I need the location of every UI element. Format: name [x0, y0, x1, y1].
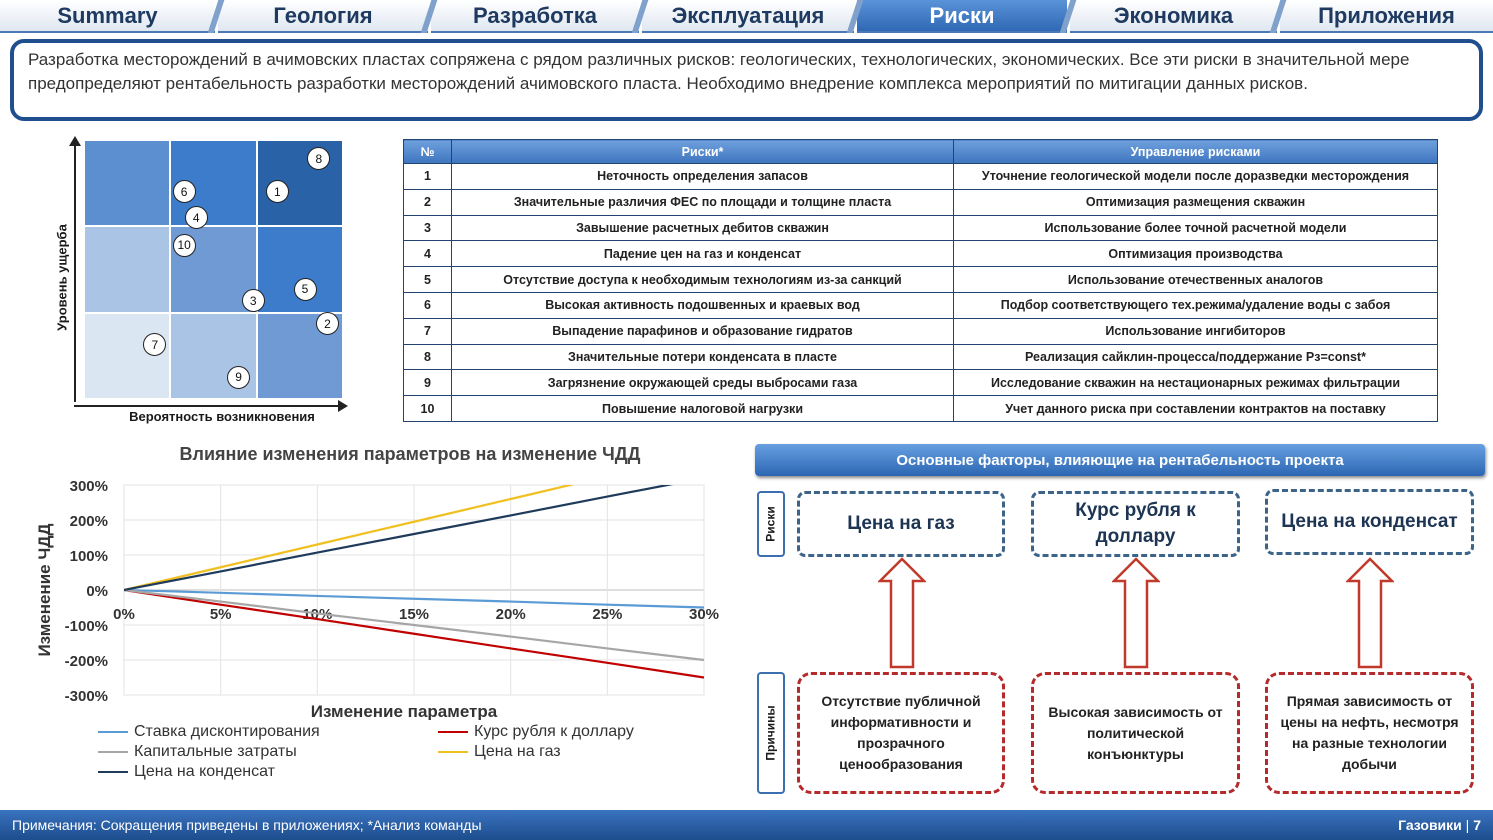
legend-swatch — [438, 731, 468, 734]
legend-item — [98, 763, 275, 781]
row-management: Исследование скважин на нестационарных режимах фильтрации — [954, 370, 1438, 396]
tab-label: Разработка — [473, 2, 597, 28]
footer-brand: Газовики — [1398, 817, 1462, 833]
table-row — [404, 370, 1438, 396]
factors-header: Основные факторы, влияющие на рентабельность проекта — [755, 444, 1485, 476]
row-number: 4 — [404, 241, 452, 267]
row-risk: Неточность определения запасов — [452, 164, 954, 190]
tab-appendix[interactable] — [1280, 0, 1493, 33]
row-management: Реализация сайклин-процесса/поддержание Pз=const* — [954, 344, 1438, 370]
row-management: Использование отечественных аналогов — [954, 267, 1438, 293]
y-tick-label: 0% — [86, 583, 108, 600]
cause-gas-price — [797, 672, 1005, 794]
table-body — [404, 164, 1438, 422]
risk-marker: 5 — [294, 278, 317, 301]
legend-swatch — [98, 731, 128, 734]
risks-label-text: Риски — [764, 506, 778, 542]
x-tick-label: 5% — [209, 606, 232, 623]
row-management: Подбор соответствующего тех.режима/удаление воды с забоя — [954, 292, 1438, 318]
risk-marker: 6 — [173, 180, 196, 203]
table-header-row — [404, 140, 1438, 164]
matrix-cell — [84, 140, 170, 226]
y-tick-label: 300% — [69, 478, 108, 495]
cause-condensate-price — [1265, 672, 1474, 794]
row-management: Оптимизация производства — [954, 241, 1438, 267]
tab-operation[interactable] — [642, 0, 854, 33]
arrow-up-icon — [1112, 557, 1160, 669]
row-number: 3 — [404, 215, 452, 241]
arrow-up-icon — [69, 136, 81, 146]
matrix-x-label: Вероятность возникновения — [129, 409, 315, 424]
row-risk: Значительные различия ФЕС по площади и толщине пласта — [452, 189, 954, 215]
risks-side-label — [757, 491, 785, 557]
tab-summary[interactable] — [0, 0, 215, 33]
y-tick-label: -300% — [64, 688, 108, 705]
row-management: Использование ингибиторов — [954, 318, 1438, 344]
row-management: Уточнение геологической модели после доразведки месторождения — [954, 164, 1438, 190]
footer — [0, 810, 1493, 840]
row-management: Учет данного риска при составлении контрактов на поставку — [954, 396, 1438, 422]
legend-item — [98, 723, 320, 741]
row-number: 7 — [404, 318, 452, 344]
x-tick-label: 10% — [302, 606, 333, 623]
risk-marker: 2 — [316, 312, 339, 335]
x-tick-label: 25% — [592, 606, 623, 623]
matrix-cell — [84, 226, 170, 312]
x-tick-label: 20% — [495, 606, 526, 623]
risk-marker: 10 — [173, 234, 196, 257]
row-management: Использование более точной расчетной модели — [954, 215, 1438, 241]
risk-marker: 9 — [227, 366, 250, 389]
tab-risks[interactable] — [857, 0, 1067, 33]
row-number: 10 — [404, 396, 452, 422]
risk-marker: 3 — [242, 289, 265, 312]
y-tick-label: -100% — [64, 618, 108, 635]
matrix-x-axis — [74, 405, 340, 407]
legend-swatch — [98, 751, 128, 754]
cause-text: Прямая зависимость от цены на нефть, несмотря на разные технологии добычи — [1280, 693, 1459, 772]
row-number: 8 — [404, 344, 452, 370]
causes-label-text: Причины — [764, 705, 779, 761]
npv-sensitivity-chart — [0, 470, 740, 720]
tab-bar — [0, 0, 1493, 33]
row-risk: Повышение налоговой нагрузки — [452, 396, 954, 422]
row-risk: Отсутствие доступа к необходимым технологиям из-за санкций — [452, 267, 954, 293]
risk-gas-price — [797, 491, 1005, 557]
legend-label: Курс рубля к доллару — [474, 723, 634, 740]
tab-label: Summary — [57, 2, 158, 28]
tab-label: Приложения — [1318, 2, 1455, 28]
row-number: 2 — [404, 189, 452, 215]
legend-label: Капитальные затраты — [134, 743, 297, 760]
table-row — [404, 292, 1438, 318]
row-number: 1 — [404, 164, 452, 190]
risk-marker: 4 — [185, 206, 208, 229]
matrix-cell — [84, 313, 170, 399]
row-risk: Загрязнение окружающей среды выбросами газа — [452, 370, 954, 396]
matrix-y-label: Уровень ущерба — [54, 224, 70, 331]
row-risk: Падение цен на газ и конденсат — [452, 241, 954, 267]
arrow-up-icon — [1346, 557, 1394, 669]
risk-text: Цена на конденсат — [1281, 511, 1458, 532]
matrix-y-axis — [74, 140, 76, 402]
causes-side-label — [757, 672, 785, 794]
cause-text: Отсутствие публичной информативности и прозрачного ценообразования — [821, 693, 981, 772]
table-row — [404, 189, 1438, 215]
x-tick-label: 30% — [688, 606, 720, 623]
table-row — [404, 318, 1438, 344]
tab-economics[interactable] — [1070, 0, 1277, 33]
header-management: Управление рисками — [954, 140, 1438, 164]
row-risk: Высокая активность подошвенных и краевых вод — [452, 292, 954, 318]
table-row — [404, 241, 1438, 267]
tab-label: Экономика — [1113, 2, 1234, 28]
legend-item — [438, 743, 561, 761]
x-axis-label: Изменение параметра — [310, 702, 498, 720]
tab-label: Эксплуатация — [671, 2, 825, 28]
tab-geology[interactable] — [218, 0, 428, 33]
table-row — [404, 267, 1438, 293]
risk-table — [403, 139, 1438, 422]
row-risk: Завышение расчетных дебитов скважин — [452, 215, 954, 241]
legend-label: Ставка дисконтирования — [134, 723, 320, 740]
cause-exchange-rate — [1031, 672, 1240, 794]
risk-marker: 7 — [143, 333, 166, 356]
intro-box — [10, 39, 1483, 121]
row-risk: Выпадение парафинов и образование гидратов — [452, 318, 954, 344]
y-tick-label: -200% — [64, 653, 108, 670]
cause-text: Высокая зависимость от политической конъюнктуры — [1048, 703, 1223, 762]
table-row — [404, 396, 1438, 422]
legend-label: Цена на конденсат — [134, 763, 275, 780]
x-tick-label: 0% — [113, 606, 135, 623]
risk-marker: 1 — [266, 180, 289, 203]
y-axis-label: Изменение ЧДД — [35, 523, 54, 657]
table-row — [404, 344, 1438, 370]
header-number: № — [404, 140, 452, 164]
tab-development[interactable] — [431, 0, 639, 33]
risk-text: Курс рубля к доллару — [1075, 500, 1196, 547]
legend-item — [98, 743, 297, 761]
row-risk: Значительные потери конденсата в пласте — [452, 344, 954, 370]
legend-swatch — [438, 751, 468, 754]
risk-matrix — [84, 140, 343, 399]
footer-note: Примечания: Сокращения приведены в приложениях; *Анализ команды — [12, 817, 482, 833]
y-tick-label: 100% — [69, 548, 108, 565]
tab-label: Геология — [273, 2, 373, 28]
risk-exchange-rate — [1031, 491, 1240, 557]
arrow-up-icon — [878, 557, 926, 669]
y-tick-label: 200% — [69, 513, 108, 530]
header-risks: Риски* — [452, 140, 954, 164]
tab-label: Риски — [929, 2, 995, 28]
x-tick-label: 15% — [398, 606, 430, 623]
row-number: 9 — [404, 370, 452, 396]
row-number: 5 — [404, 267, 452, 293]
page-number: 7 — [1473, 817, 1481, 833]
intro-text: Разработка месторождений в ачимовских пластах сопряжена с рядом различных рисков: геологических, технологических, экономических. Все эти риски в значительной мере предопределяют рентабельность разработки месторождений ачимовского пласта. Необходимо внедрение комплекса мероприятий по митигации данных рисков. — [28, 50, 1410, 93]
legend-swatch — [98, 771, 128, 774]
chart-title: Влияние изменения параметров на изменение ЧДД — [179, 444, 641, 464]
row-number: 6 — [404, 292, 452, 318]
table-row — [404, 215, 1438, 241]
risk-condensate-price — [1265, 489, 1474, 555]
footer-brand-page: Газовики | 7 — [1398, 817, 1481, 833]
risk-marker: 8 — [307, 147, 330, 170]
risk-text: Цена на газ — [847, 513, 955, 534]
legend-label: Цена на газ — [474, 743, 561, 760]
row-management: Оптимизация размещения скважин — [954, 189, 1438, 215]
legend-item — [438, 723, 634, 741]
table-row — [404, 164, 1438, 190]
